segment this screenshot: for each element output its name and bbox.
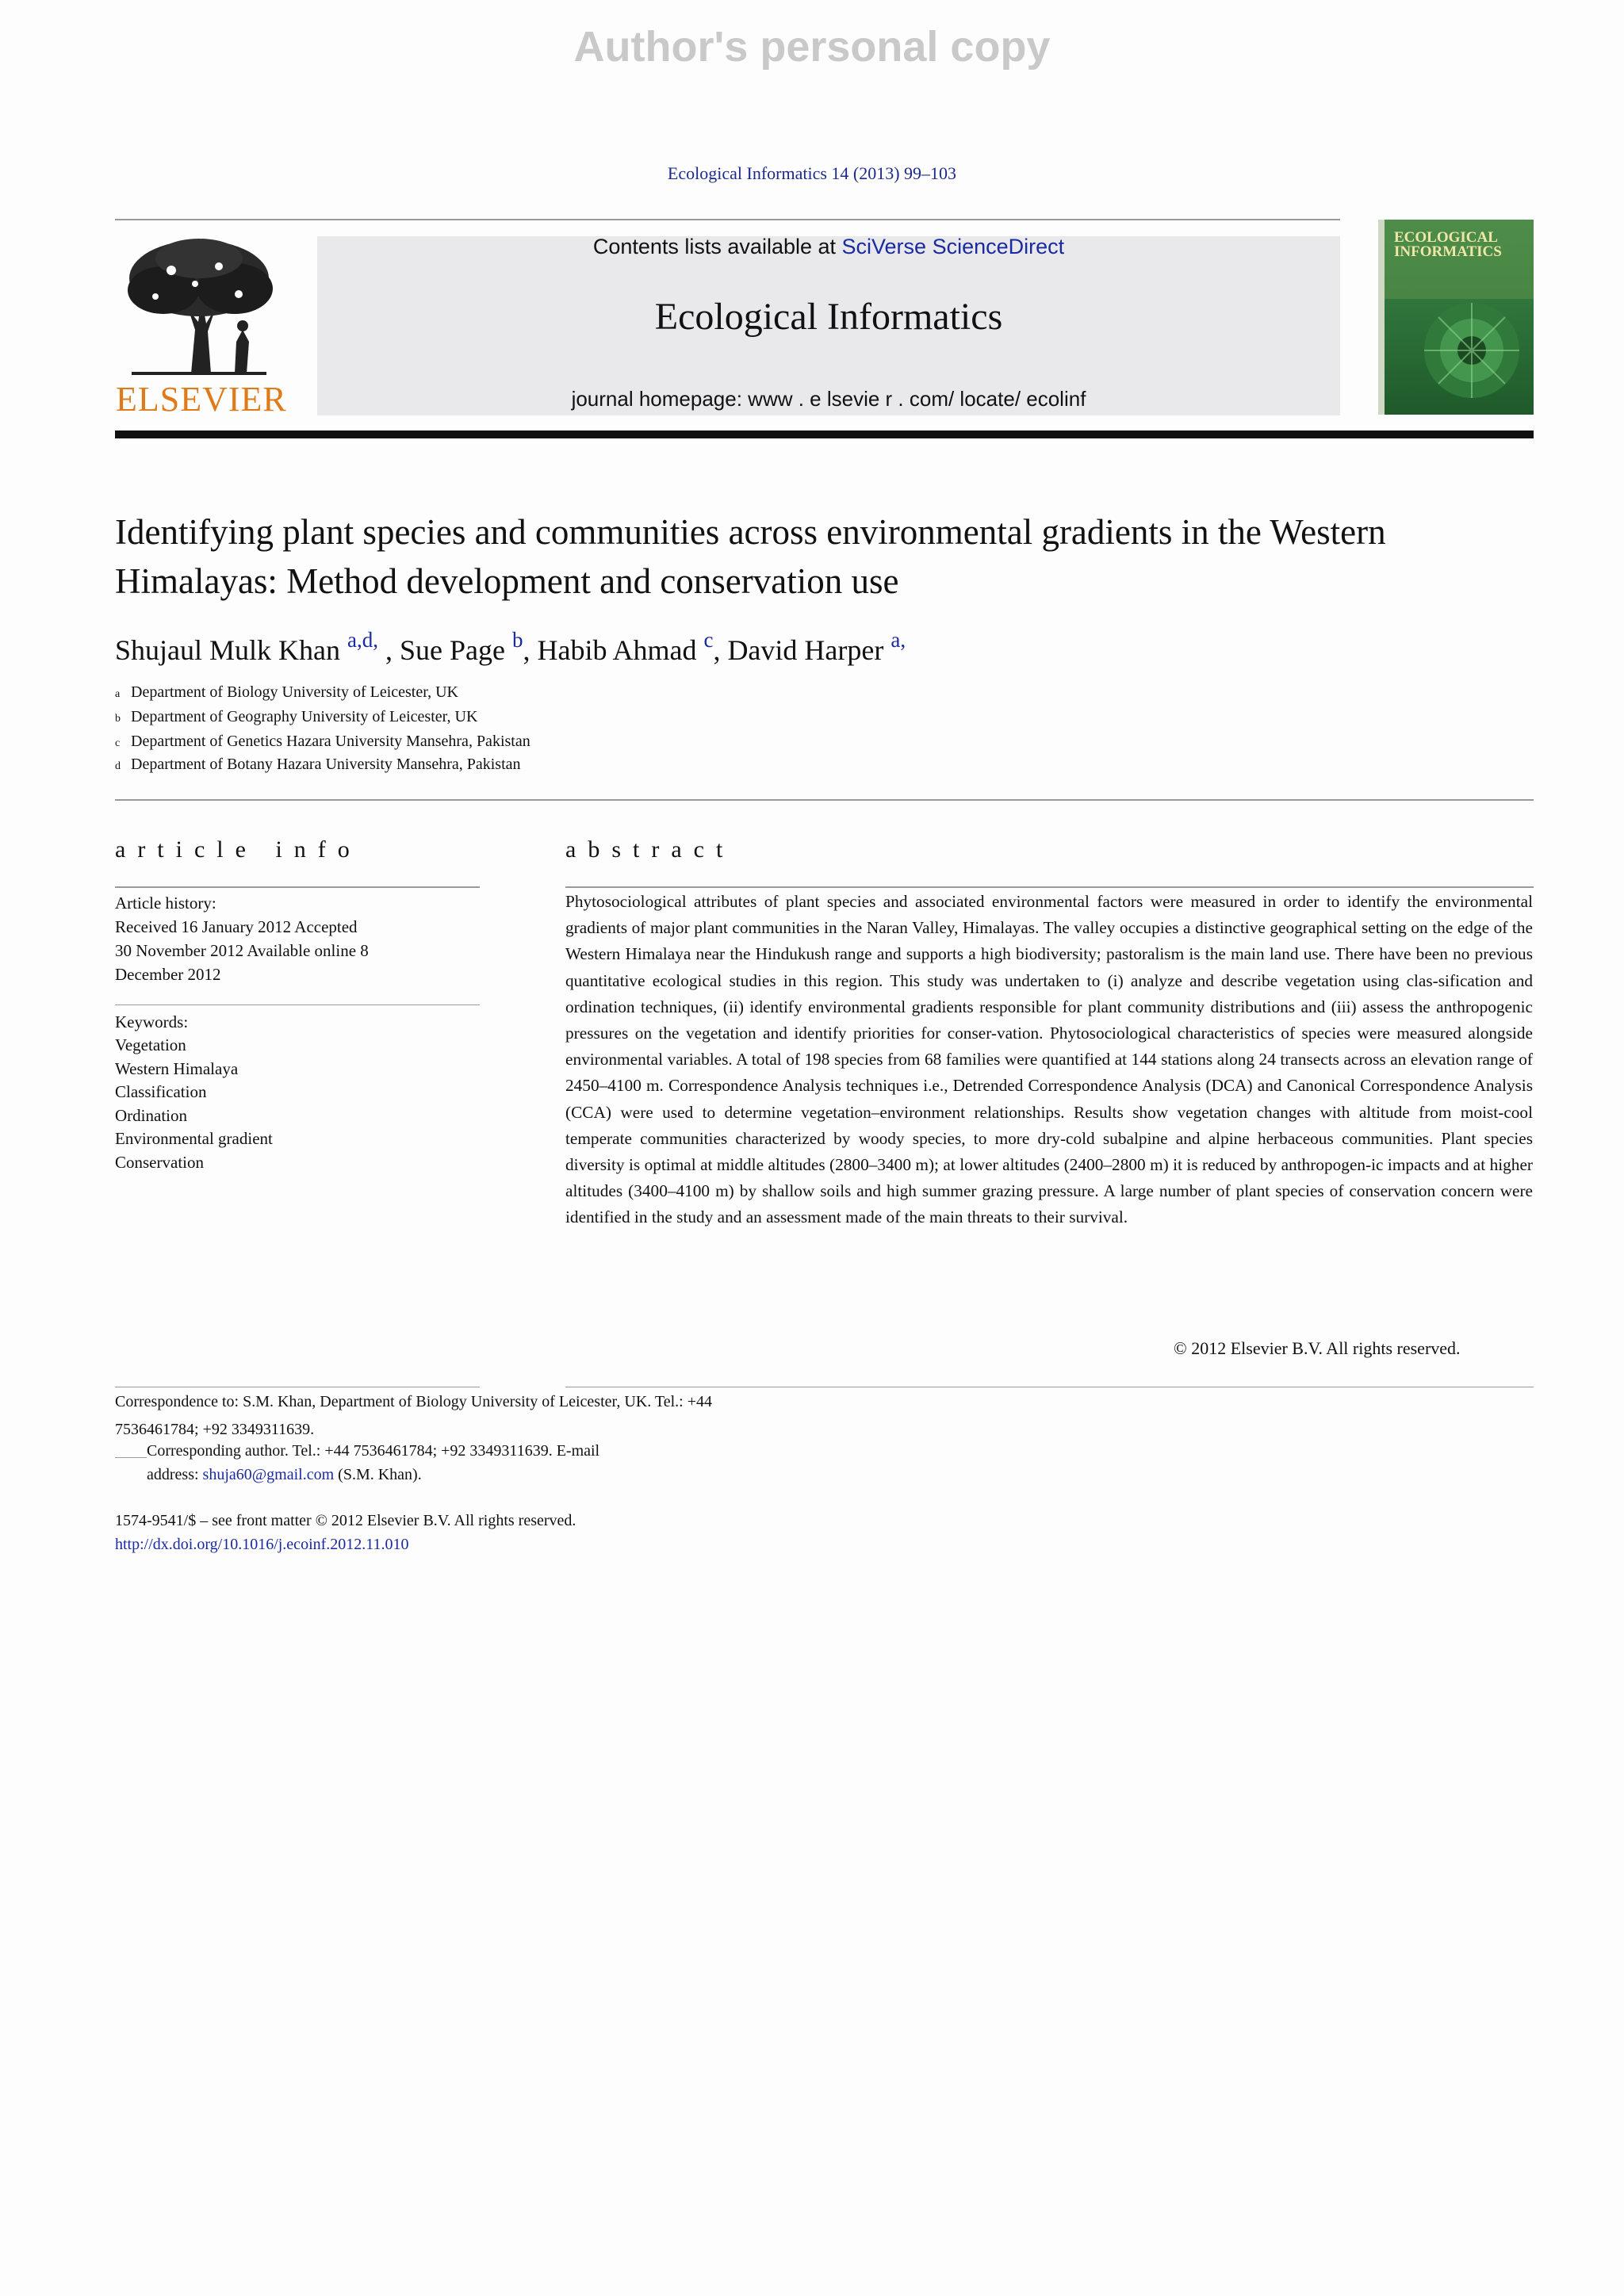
article-history-line: 30 November 2012 Available online 8	[115, 941, 369, 960]
copyright-notice: © 2012 Elsevier B.V. All rights reserved.	[1174, 1338, 1461, 1358]
author-name[interactable]: Shujaul Mulk Khan	[115, 634, 340, 666]
keyword: Western Himalaya	[115, 1059, 239, 1078]
corresponding-author-email	[147, 1466, 422, 1484]
header-bottom-rule	[115, 430, 1534, 438]
keywords-rule	[115, 1004, 480, 1005]
affiliation-mark: b	[115, 713, 121, 725]
article-info-rule	[115, 886, 480, 888]
author-name[interactable]: Habib Ahmad	[537, 634, 697, 666]
correspondence-note-cont: 7536461784; +92 3349311639.	[115, 1421, 315, 1438]
author-affiliation-marks[interactable]: a,d,	[347, 628, 378, 652]
affiliation-text: Department of Botany Hazara University Mansehra, Pakistan	[131, 756, 521, 773]
article-info-heading: article info	[115, 836, 362, 863]
abstract-heading: abstract	[565, 836, 735, 863]
elsevier-wordmark: ELSEVIER	[116, 380, 287, 419]
contents-available-line	[317, 235, 1340, 259]
email-link[interactable]: shuja60@gmail.com	[202, 1466, 335, 1483]
journal-name: Ecological Informatics	[654, 296, 1003, 338]
correspondence-note: Correspondence to: S.M. Khan, Department of Biology University of Leicester, UK. Tel.: +44	[115, 1393, 712, 1410]
keyword: Classification	[115, 1082, 207, 1101]
keyword: Conservation	[115, 1153, 204, 1172]
sciencedirect-link[interactable]: SciVerse ScienceDirect	[841, 235, 1065, 258]
elsevier-tree-icon	[116, 235, 282, 377]
cover-title-line2: INFORMATICS	[1394, 243, 1502, 260]
affiliation-text: Department of Biology University of Leicester, UK	[131, 683, 458, 701]
affiliation-mark: d	[115, 760, 121, 772]
abstract-body: Phytosociological attributes of plant species and associated environmental factors were measured in order to identify the environmental gradients of major plant communities in the Naran Valley, Himalayas. The valley occupies a distinctive geographical setting on the edge of the Western Himalaya near the Hindukush range and supports a high biodiversity; pastoralism is the main land use. There have been no previous quantitative ecological studies in this region. This study was undertaken to (i) analyze and describe vegetation using clas-sification and ordination techniques, (ii) identify environmental gradients responsible for plant community distributions and (iii) assess the anthropogenic pressures on the vegetation and identify priorities for conser-vation. Phytosociological characteristics of species were measured alongside environmental variables. A total of 198 species from 68 families were quantified at 144 stations along 24 transects across an elevation range of 2450–4100 m. Correspondence Analysis techniques i.e., Detrended Correspondence Analysis (DCA) and Canonical Correspondence Analysis (CCA) were used to determine vegetation–environment relationships. Results show vegetation changes with altitude from moist-cool temperate communities characterized by woody species, to more dry-cold subalpine and alpine herbaceous communities. Plant species diversity is optimal at middle altitudes (2800–3400 m); at lower altitudes (2400–2800 m) it is reduced by anthropogen-ic impacts and at higher altitudes (3400–4100 m) by shallow soils and high summer grazing pressure. A large number of plant species of conservation concern were identified in the study and an assessment made of the main threats to their survival.	[565, 892, 1533, 1227]
author-name[interactable]: Sue Page	[399, 634, 505, 666]
author-name[interactable]: David Harper	[727, 634, 884, 666]
author-affiliation-marks[interactable]: b	[511, 628, 523, 652]
article-history-label: Article history:	[115, 894, 216, 913]
affiliation	[115, 733, 530, 751]
footnote-short-rule	[115, 1457, 147, 1458]
affiliation-mark: c	[115, 737, 121, 749]
contents-prefix: Contents lists available at	[592, 235, 842, 258]
author-separator: ,	[713, 634, 728, 666]
affiliation-text: Department of Genetics Hazara University Mansehra, Pakistan	[131, 733, 530, 750]
title-line-1: Identifying plant species and communities across environmental gradients in the Western	[115, 512, 1386, 552]
author-affiliation-marks[interactable]: a,	[891, 628, 906, 652]
affiliations-rule	[115, 799, 1534, 801]
keyword: Vegetation	[115, 1035, 186, 1054]
abstract-rule	[565, 886, 1534, 888]
author-separator: ,	[377, 634, 400, 666]
email-suffix: (S.M. Khan).	[334, 1466, 422, 1483]
journal-homepage[interactable]: journal homepage: www . e lsevie r . com/ locate/ ecolinf	[571, 387, 1086, 411]
watermark: Author's personal copy	[573, 23, 1051, 71]
journal-cover-thumbnail[interactable]	[1378, 220, 1534, 415]
keyword: Environmental gradient	[115, 1129, 273, 1148]
affiliation	[115, 708, 477, 726]
affiliation-text: Department of Geography University of Leicester, UK	[131, 708, 478, 725]
header-top-rule	[115, 219, 1340, 220]
cover-title-line1: ECOLOGICAL	[1394, 229, 1498, 246]
affiliation	[115, 683, 458, 702]
article-title	[115, 507, 1511, 606]
corresponding-author-note: Corresponding author. Tel.: +44 7536461784; +92 3349311639. E-mail	[147, 1442, 600, 1460]
author-list	[115, 628, 906, 667]
doi-link-text[interactable]: http://dx.doi.org/10.1016/j.ecoinf.2012.11.010	[115, 1536, 409, 1553]
issn-notice: 1574-9541/$ – see front matter © 2012 Elsevier B.V. All rights reserved.	[115, 1512, 576, 1529]
email-prefix: address:	[147, 1466, 203, 1483]
author-affiliation-marks[interactable]: c	[703, 628, 714, 652]
doi-link[interactable]	[115, 1536, 409, 1554]
article-history-line: Received 16 January 2012 Accepted	[115, 917, 358, 936]
keyword: Ordination	[115, 1106, 187, 1125]
keywords-label: Keywords:	[115, 1012, 189, 1031]
cover-title	[1394, 231, 1502, 259]
title-line-2: Himalayas: Method development and conservation use	[115, 561, 899, 601]
affiliation-mark: a	[115, 688, 121, 700]
author-separator: ,	[523, 634, 538, 666]
journal-reference[interactable]: Ecological Informatics 14 (2013) 99–103	[667, 163, 957, 183]
affiliation	[115, 756, 521, 774]
article-history-line: December 2012	[115, 965, 221, 984]
